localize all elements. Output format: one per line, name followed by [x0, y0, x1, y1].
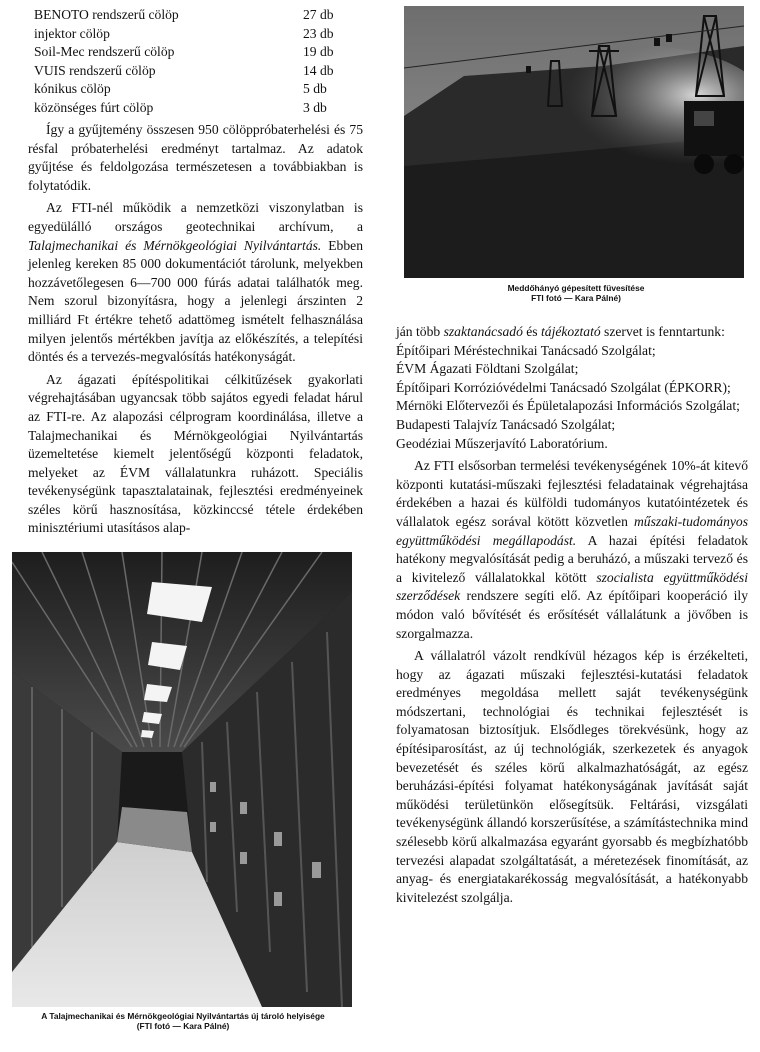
pile-type-name: Soil-Mec rendszerű cölöp — [34, 44, 175, 59]
spoil-heap-photo — [404, 6, 744, 278]
advisory-service-item: ÉVM Ágazati Földtani Szolgálat; — [396, 361, 579, 377]
pile-type-name: BENOTO rendszerű cölöp — [34, 7, 179, 22]
spoil-heap-grassing-illustration — [404, 6, 744, 278]
pile-type-count: 5 db — [303, 81, 327, 96]
spoil-heap-caption — [406, 283, 746, 303]
pile-type-count: 19 db — [303, 44, 334, 59]
paragraph-geotechnical-archive: Az FTI-nél működik a nemzetközi viszonylatban is egyedülálló országos geotechnikai archívum, a Talajmechanikai és Mérnökgeológiai Nyilvántartás. Ebben jelenleg kereken 85 000 dokumentációt tárolunk, melyekben hozzávetőlegesen 6—700 000 fúrás adatai találhatók meg. Nem szorul bizonyításra, hogy a jelenlegi árszinten 2 milliárd Ft értékre tehető adattömeg ismételt felhasználása milyen jelentős mértékben javítja az előkészítés, a telepítési döntés és a tervezés-megvalósítás hatékonyságát. — [28, 200, 363, 365]
advisory-service-item: Építőipari Korrózióvédelmi Tanácsadó Szolgálat (ÉPKORR); — [396, 379, 731, 395]
pile-table-row — [28, 80, 363, 99]
archive-photo-caption — [8, 1011, 358, 1031]
archive-caption-credit: (FTI fotó — Kara Pálné) — [136, 1021, 230, 1032]
pile-table-row — [28, 6, 363, 25]
pile-table-row — [28, 99, 363, 118]
left-column — [28, 6, 363, 1031]
right-column — [396, 6, 748, 907]
paragraph-advisory-bodies: ján több szaktanácsadó és tájékoztató szervet is fenntartunk: — [396, 324, 725, 339]
advisory-service-item: Mérnöki Előtervezői és Épületalapozási Információs Szolgálat; — [396, 398, 740, 414]
advisory-service-item: Építőipari Méréstechnikai Tanácsadó Szolgálat; — [396, 342, 656, 358]
pile-table-row — [28, 43, 363, 62]
pile-type-name: közönséges fúrt cölöp — [34, 99, 154, 115]
pile-type-name: VUIS rendszerű cölöp — [34, 62, 156, 78]
paragraph-sector-policy: Az ágazati építéspolitikai célkitűzések gyakorlati végrehajtásában ugyancsak több sajátos egyedi feladat hárul az FTI-re. Az alapozási célprogram koordinálása, illetve a Talajmechanikai és Mérnökgeológiai Nyilvántartás üzemeltetése kiemelt jelentőségű központi feladatok, melyeket az ÉVM vállalatunkra ruházott. Speciális tevékenységünk tapasztalatainak, fejlesztési eredményeinek széles körű hasznosítása, közkinccsé tétele érdekében minisztériumi utasításos alap- — [28, 371, 363, 536]
pile-table-row — [28, 25, 363, 44]
pile-type-name: injektor cölöp — [34, 25, 110, 41]
advisory-services-list — [396, 342, 748, 454]
pile-type-count: 3 db — [303, 99, 327, 115]
advisory-service-item: Geodéziai Műszerjavító Laboratórium. — [396, 435, 608, 451]
paragraph-development-summary: A vállalatról vázolt rendkívül hézagos kép is érzékelteti, hogy az ágazati műszaki fejlesztési-kutatási feladatok eredményes megoldása mellett saját tevékenységünk módszertani, technológiai és technikai fejlesztését is folyamatosan biztosítjuk. Elsődleges törekvésünk, hogy az építésiparosítást, az új technológiák, szerkezetek és anyagok bevezetését és széles körű alkalmazhatóságát, az egész beruházási-építési folyamat hatékonyságának javítását saját működési területünkön elősegítsük. Feltárási, vizsgálati tevékenységünk állandó korszerűsítése, a számítástechnika mind szélesebb körű alkalmazása egyaránt gyorsabb és megbízhatóbb tervezési alapadat szolgáltatását, a méretezések finomítását, az anyag- és energiatakarékosság megvalósítását, a hatékonyabb kivitelezést szolgálja. — [396, 648, 748, 905]
paragraph-collection-summary: Így a gyűjtemény összesen 950 cölöppróbaterhelési és 75 résfal próbaterhelési eredményt tartalmaz. Az adatok gyűjtése és feldolgozása természetesen a továbbiakban is folytatódik. — [28, 122, 363, 193]
pile-test-table — [28, 6, 363, 117]
archive-storage-photo — [12, 552, 352, 1007]
archive-corridor-illustration — [12, 552, 352, 1007]
pile-type-count: 14 db — [303, 62, 334, 78]
spoil-heap-caption-credit: FTI fotó — Kara Pálné) — [531, 293, 621, 303]
pile-type-count: 23 db — [303, 25, 334, 41]
pile-type-count: 27 db — [303, 7, 334, 22]
spoil-heap-caption-title: Meddőhányó gépesített füvesítése — [507, 283, 645, 293]
advisory-service-item: Budapesti Talajvíz Tanácsadó Szolgálat; — [396, 416, 616, 432]
pile-type-name: kónikus cölöp — [34, 81, 111, 96]
paragraph-cooperation: Az FTI elsősorban termelési tevékenységének 10%-át kitevő központi kutatási-műszaki fejlesztési feladatainak végrehajtása érdekében a hazai és külföldi tudományos kutatóintézetek és vállalatok egész sorával kötött közvetlen műszaki-tudományos együttműködési megállapodást. A hazai építési feladatok hatékony megvalósítását pedig a beruházó, a műszaki tervező és a kivitelező vállalatokkal kötött szocialista együttműködési szerződések rendszere segíti elő. Az építőipari kooperáció ily módon való bővítését és erősítését vállalátunk a jövőben is szorgalmazza. — [396, 458, 749, 641]
archive-caption-title: A Talajmechanikai és Mérnökgeológiai Nyilvántartás új tároló helyisége — [41, 1011, 325, 1022]
pile-table-row — [28, 62, 363, 81]
